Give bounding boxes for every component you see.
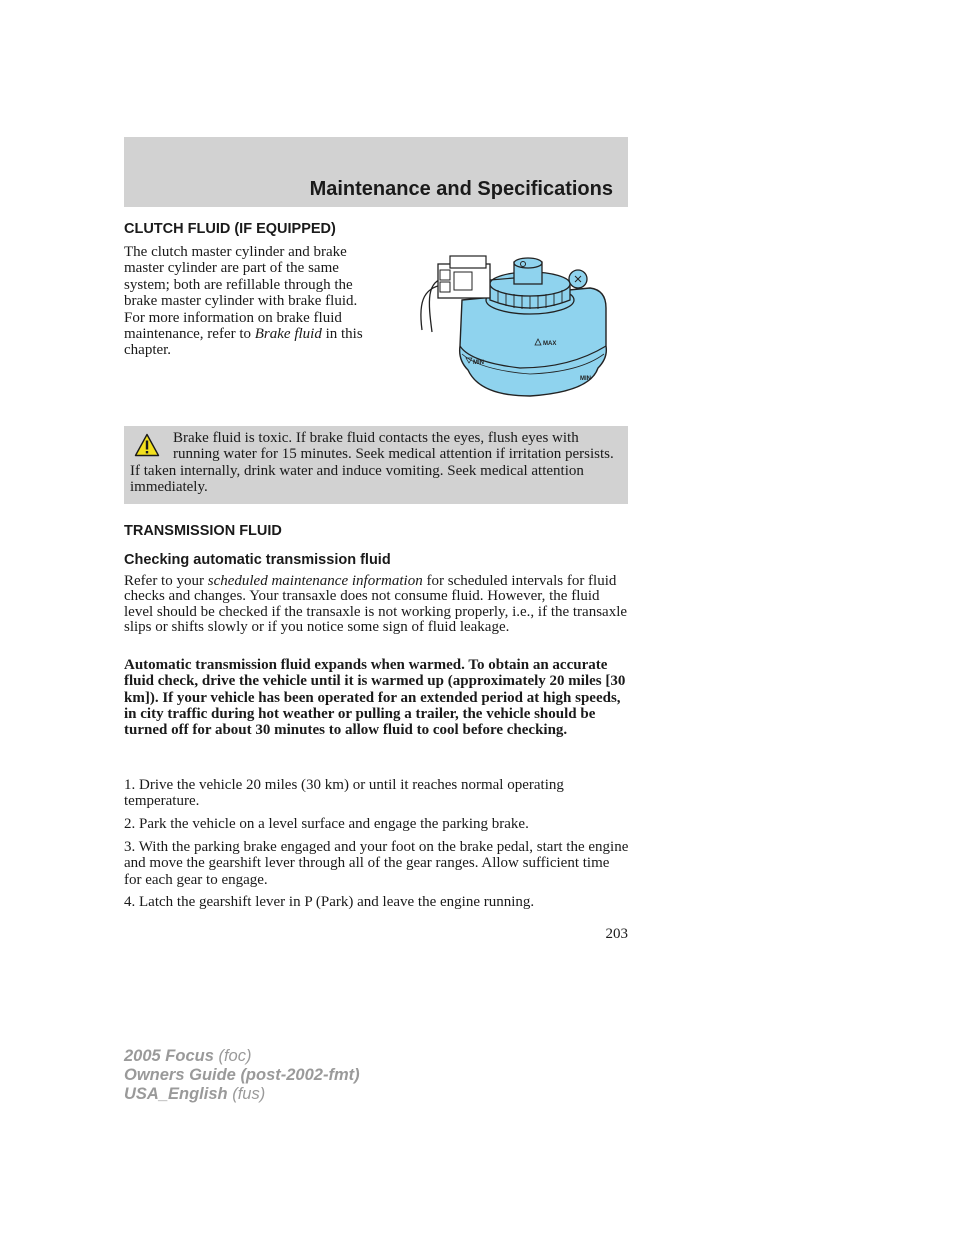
warning-text: Brake fluid is toxic. If brake fluid contacts the eyes, flush eyes with running water for 15 minutes. Seek medical attention if irritation persists. If taken internally, drink water and induce vomiting. Seek medical attention immediately. bbox=[130, 430, 614, 496]
footer-model-code: (foc) bbox=[213, 1047, 252, 1065]
step-2: 2. Park the vehicle on a level surface and engage the parking brake. bbox=[124, 816, 529, 832]
footer-line-1 bbox=[124, 1047, 360, 1066]
footer-model: 2005 Focus bbox=[124, 1047, 214, 1065]
footer-line-2 bbox=[124, 1066, 360, 1085]
page-number: 203 bbox=[605, 926, 628, 942]
step-1: 1. Drive the vehicle 20 miles (30 km) or until it reaches normal operating temperature. bbox=[124, 777, 564, 810]
scheduled-maintenance-reference: scheduled maintenance information bbox=[207, 573, 423, 589]
document-footer bbox=[124, 1047, 360, 1103]
section-header-bar bbox=[124, 137, 628, 207]
transmission-fluid-heading: TRANSMISSION FLUID bbox=[124, 523, 282, 539]
intro-text-2: for scheduled intervals for fluid checks and changes. Your transaxle does not consume fluid. However, the fluid level should be checked if the transaxle is not working properly, i.e., if the transaxle slips or shifts slowly or if you notice some sign of fluid leakage. bbox=[124, 573, 628, 635]
footer-guide: Owners Guide (post-2002-fmt) bbox=[124, 1065, 360, 1084]
transmission-intro-paragraph bbox=[124, 574, 630, 635]
step-4: 4. Latch the gearshift lever in P (Park) and leave the engine running. bbox=[124, 894, 535, 910]
warm-fluid-caution: Automatic transmission fluid expands when warmed. To obtain an accurate fluid check, drive the vehicle until it is warmed up (approximately 20 miles [30 km]). If your vehicle has been operated for an extended period at high speeds, in city traffic during hot weather or pulling a trailer, the vehicle should be turned off for about 30 minutes to allow fluid to cool before checking. bbox=[124, 657, 626, 739]
clutch-fluid-heading: CLUTCH FLUID (IF EQUIPPED) bbox=[124, 221, 336, 237]
max-label: MAX bbox=[543, 341, 557, 347]
warning-box bbox=[124, 426, 628, 504]
section-title: Maintenance and Specifications bbox=[309, 178, 613, 200]
brake-fluid-reservoir-illustration bbox=[410, 250, 610, 402]
brake-fluid-reference: Brake fluid bbox=[254, 326, 322, 343]
footer-language: USA_English bbox=[124, 1084, 228, 1103]
footer-line-3 bbox=[124, 1085, 360, 1104]
clutch-text-1: The clutch master cylinder and brake master cylinder are part of the same system; both are refillable through the brake master cylinder with brake fluid. For more information on brake fluid maintenance, refer to bbox=[124, 244, 358, 343]
intro-text-1: Refer to your bbox=[124, 573, 208, 589]
step-3: 3. With the parking brake engaged and your foot on the brake pedal, start the engine and move the gearshift lever through all of the gear ranges. Allow sufficient time for each gear to engage. bbox=[124, 839, 629, 888]
clutch-text-2: in this chapter. bbox=[124, 326, 363, 359]
checking-atf-subheading: Checking automatic transmission fluid bbox=[124, 552, 391, 568]
clutch-fluid-paragraph bbox=[124, 244, 380, 359]
min-label-left: MIN bbox=[473, 360, 484, 366]
footer-language-code: (fus) bbox=[227, 1084, 266, 1103]
min-label-right: MIN bbox=[580, 376, 591, 382]
